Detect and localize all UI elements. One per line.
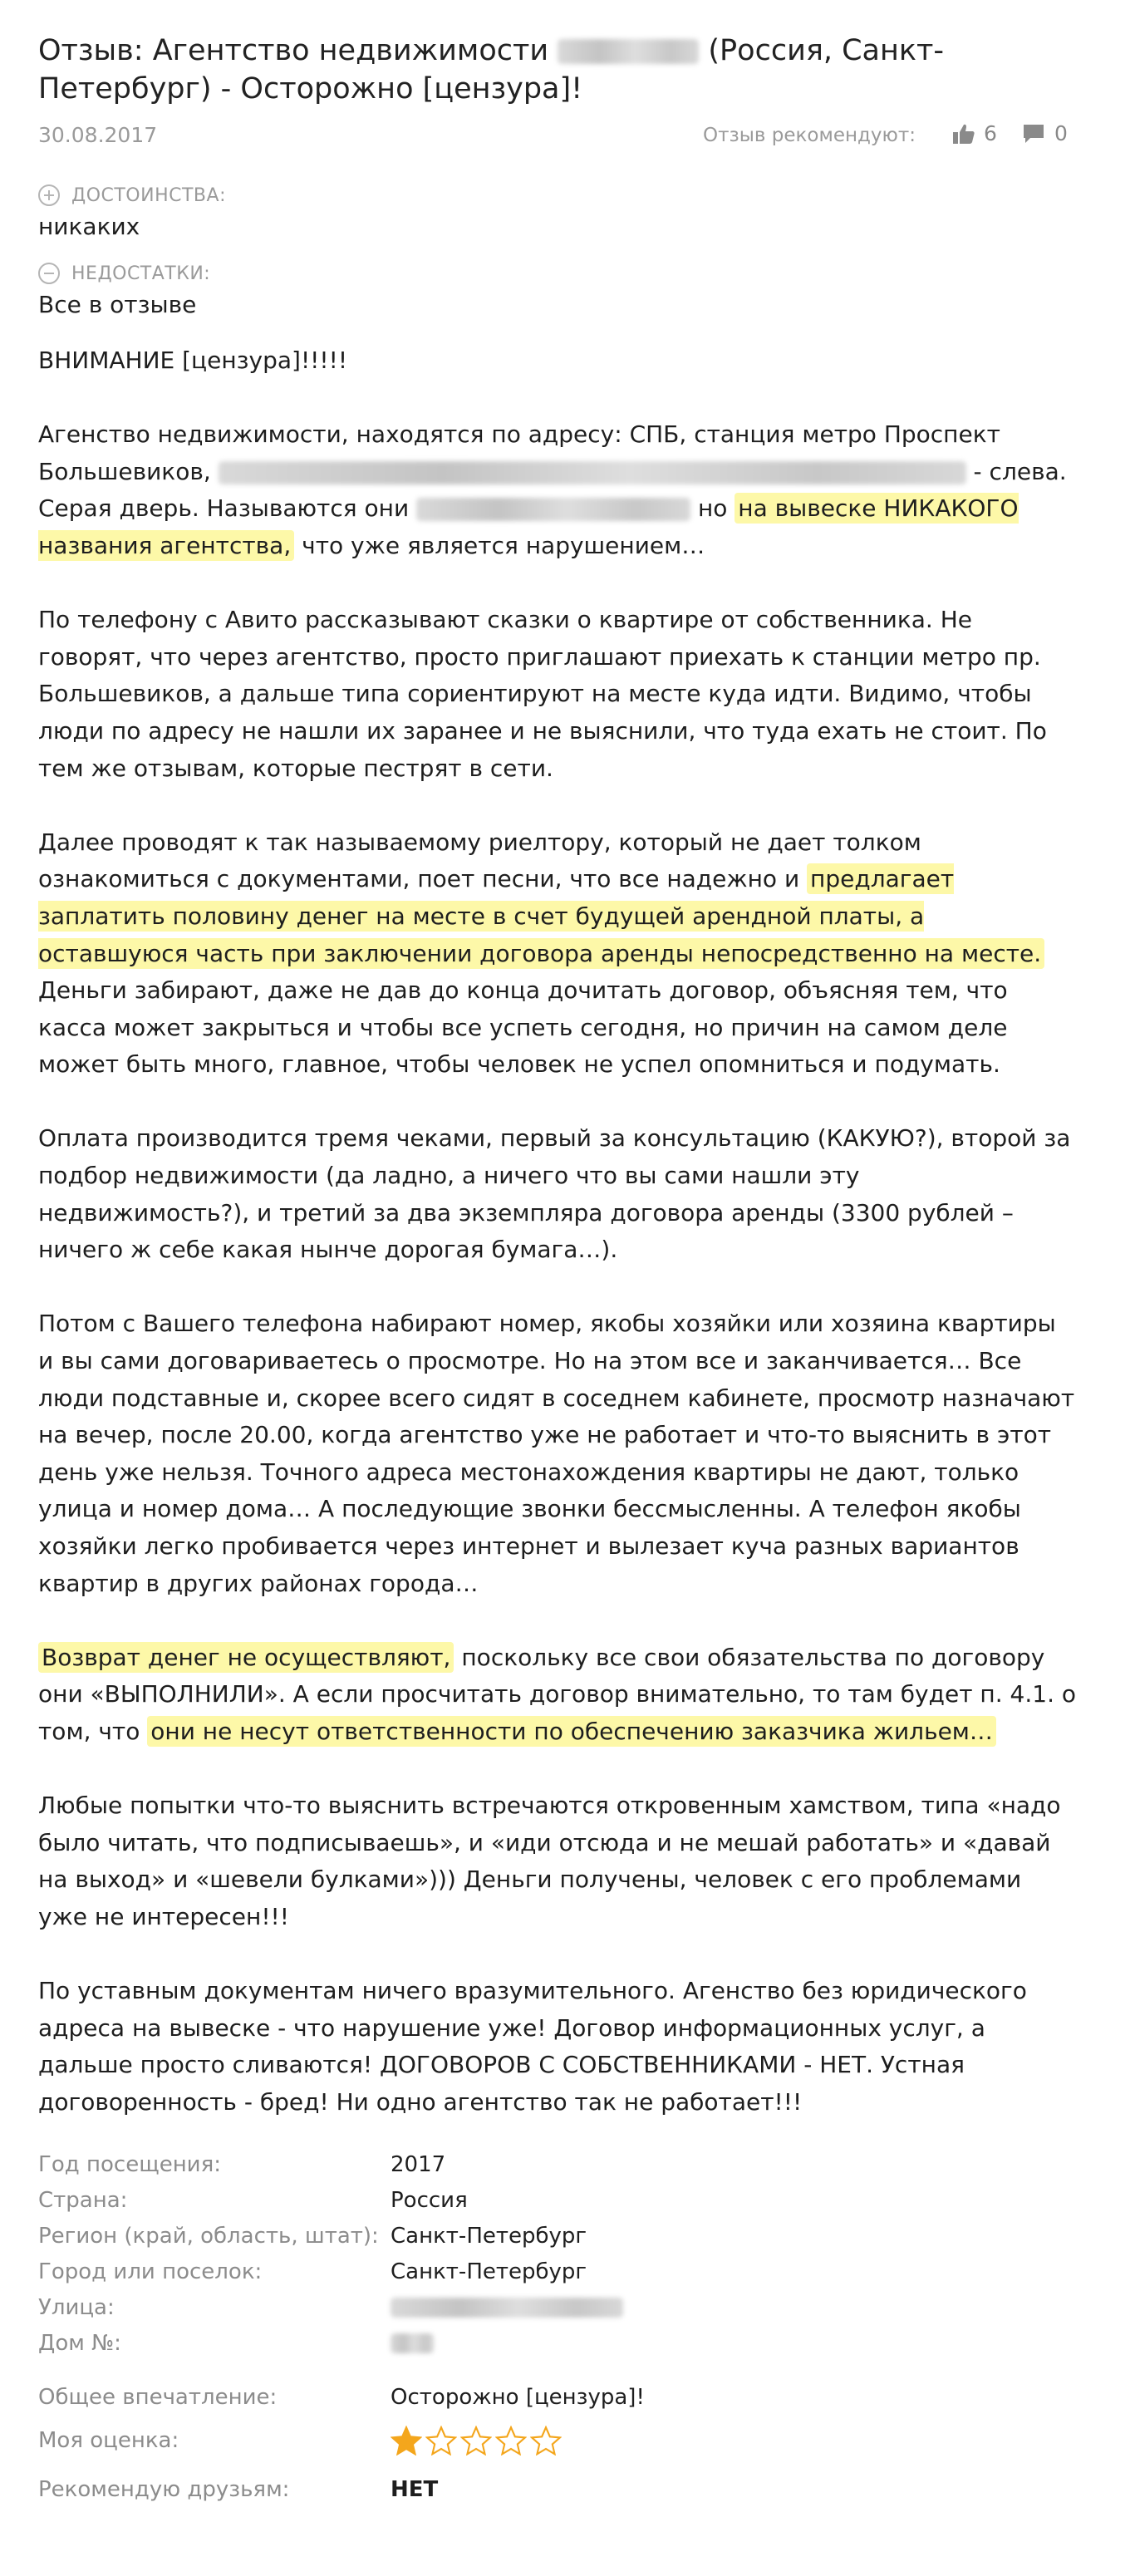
detail-row-street bbox=[38, 2289, 1077, 2325]
paragraph-7 bbox=[38, 1639, 1077, 1751]
p2-text-e: что уже является нарушением… bbox=[302, 531, 705, 559]
paragraph-4 bbox=[38, 824, 1077, 1084]
impression-label: Общее впечатление: bbox=[38, 2384, 278, 2410]
pros-text: никаких bbox=[38, 213, 140, 240]
year-value: 2017 bbox=[391, 2151, 446, 2177]
detail-row-impression bbox=[38, 2379, 1077, 2415]
p2-text-c: но bbox=[697, 494, 728, 523]
p4-text-a: Далее проводят к так называемому риелтору, который не дает толком ознакомиться с документами, поет песни, что все надежно и bbox=[38, 828, 921, 893]
detail-row-country bbox=[38, 2182, 1077, 2218]
pros-label: ДОСТОИНСТВА: bbox=[71, 184, 226, 206]
comments-button[interactable] bbox=[1023, 121, 1068, 145]
pros-header bbox=[38, 184, 1130, 206]
star-empty-icon bbox=[425, 2426, 457, 2456]
country-value: Россия bbox=[391, 2187, 468, 2213]
paragraph-3: По телефону с Авито рассказывают сказки о квартире от собственника. Не говорят, что через агентство, просто приглашают приехать к станции метро пр. Большевиков, а дальше типа сориентируют на месте куда идти. Видимо, чтобы люди по адресу не нашли их заранее и не выяснили, что туда ехать не стоит. По тем же отзывам, которые пестрят в сети. bbox=[38, 606, 1047, 782]
recommend-label: Отзыв рекомендуют: bbox=[703, 125, 916, 146]
detail-row-region bbox=[38, 2218, 1077, 2254]
star-empty-icon bbox=[460, 2426, 492, 2456]
paragraph-1: ВНИМАНИЕ [цензура]!!!!! bbox=[38, 347, 348, 374]
recommend-friends-label: Рекомендую друзьям: bbox=[38, 2477, 290, 2503]
rating-stars bbox=[391, 2426, 562, 2456]
p7-text-b: поскольку все свои обязательства по договору они «ВЫПОЛНИЛИ». А если просчитать договор внимательно, то там будет п. 4.1. о том, что bbox=[38, 1643, 1076, 1745]
minus-circle-icon bbox=[38, 263, 60, 284]
star-empty-icon bbox=[530, 2426, 562, 2456]
like-button[interactable] bbox=[952, 121, 997, 145]
detail-row-house bbox=[38, 2325, 1077, 2361]
title-suffix: (Россия, Санкт-Петербург) - Осторожно [цензура]! bbox=[38, 34, 945, 106]
review-date: 30.08.2017 bbox=[38, 123, 158, 147]
rating-label: Моя оценка: bbox=[38, 2428, 179, 2454]
comment-icon bbox=[1023, 123, 1044, 145]
blurred-company-name bbox=[416, 498, 690, 521]
p2-text-a: Агенство недвижимости, находятся по адресу: СПБ, станция метро Проспект Большевиков, bbox=[38, 420, 1000, 485]
house-label: Дом №: bbox=[38, 2330, 121, 2356]
paragraph-8: Любые попытки что-то выяснить встречаются откровенным хамством, типа «надо было читать, что подписываешь», и «иди отсюда и не мешай работать» и «давай на выход» и «шевели булками»))) Деньги получены, человек с его проблемами уже не интересен!!! bbox=[38, 1792, 1061, 1930]
impression-value: Осторожно [цензура]! bbox=[391, 2384, 645, 2410]
year-label: Год посещения: bbox=[38, 2151, 221, 2177]
p2-text-b: - слева. Серая дверь. Называются они bbox=[38, 457, 1067, 523]
paragraph-5: Оплата производится тремя чеками, первый за консультацию (КАКУЮ?), второй за подбор недвижимости (да ладно, а ничего что вы сами нашли эту недвижимость?), и третий за два экземпляра договора аренды (3300 рублей – ничего ж себе какая нынче дорогая бумага…). bbox=[38, 1124, 1071, 1264]
blurred-street bbox=[391, 2298, 623, 2318]
blurred-agency-name bbox=[558, 39, 699, 64]
region-value: Санкт-Петербург bbox=[391, 2223, 587, 2249]
recommend-friends-value: НЕТ bbox=[391, 2477, 439, 2503]
country-label: Страна: bbox=[38, 2187, 128, 2213]
highlight-payment: предлагает заплатить половину денег на месте в счет будущей арендной платы, а оставшуюся часть при заключении договора аренды непосредственно на месте. bbox=[38, 863, 1044, 968]
review-meta bbox=[38, 115, 1130, 166]
paragraph-2 bbox=[38, 416, 1077, 564]
blurred-house bbox=[391, 2333, 434, 2353]
cons-header bbox=[38, 263, 1130, 284]
detail-row-rating bbox=[38, 2415, 1077, 2466]
highlight-no-sign: на вывеске НИКАКОГО названия агентства, bbox=[38, 494, 1019, 559]
star-filled-icon bbox=[391, 2426, 422, 2456]
star-empty-icon bbox=[495, 2426, 527, 2456]
review-body bbox=[38, 342, 1077, 2121]
cons-label: НЕДОСТАТКИ: bbox=[71, 263, 211, 284]
street-label: Улица: bbox=[38, 2294, 115, 2320]
detail-row-city bbox=[38, 2254, 1077, 2289]
p4-text-c: Деньги забирают, даже не дав до конца дочитать договор, объясняя тем, что касса может закрыться и чтобы все успеть сегодня, но причин на самом деле может быть много, главное, чтобы человек не успел опомниться и подумать. bbox=[38, 976, 1008, 1079]
region-label: Регион (край, область, штат): bbox=[38, 2223, 379, 2249]
details-table bbox=[38, 2146, 1077, 2513]
city-value: Санкт-Петербург bbox=[391, 2259, 587, 2284]
city-label: Город или поселок: bbox=[38, 2259, 263, 2284]
highlight-no-refund: Возврат денег не осуществляют, bbox=[38, 1642, 454, 1673]
cons-text: Все в отзыве bbox=[38, 291, 197, 318]
comments-count: 0 bbox=[1054, 121, 1068, 145]
paragraph-9: По уставным документам ничего вразумительного. Агенство без юридического адреса на вывеске - что нарушение уже! Договор информационных услуг, а дальше просто сливаются! ДОГОВОРОВ С СОБСТВЕННИКАМИ - НЕТ. Устная договоренность - бред! Ни одно агентство так не работает!!! bbox=[38, 1977, 1027, 2116]
plus-circle-icon bbox=[38, 184, 60, 206]
highlight-no-responsibility: они не несут ответственности по обеспечению заказчика жильем… bbox=[147, 1716, 996, 1747]
review-title bbox=[38, 32, 1077, 108]
detail-row-recommend bbox=[38, 2466, 1077, 2513]
paragraph-6: Потом с Вашего телефона набирают номер, якобы хозяйки или хозяина квартиры и вы сами договариваетесь о просмотре. Но на этом все и заканчивается… Все люди подставные и, скорее всего сидят в соседнем кабинете, просмотр назначают на вечер, после 20.00, когда агентство уже не работает и что-то выяснить в этот день уже нельзя. Точного адреса местонахождения квартиры не дают, только улица и номер дома… А последующие звонки бессмысленны. А телефон якобы хозяйки легко пробивается через интернет и вылезает куча разных вариантов квартир в других районах города… bbox=[38, 1310, 1075, 1597]
title-prefix: Отзыв: Агентство недвижимости bbox=[38, 34, 549, 67]
blurred-address bbox=[219, 461, 966, 484]
detail-row-year bbox=[38, 2146, 1077, 2182]
thumbs-up-icon bbox=[952, 123, 975, 145]
likes-count: 6 bbox=[984, 121, 997, 145]
